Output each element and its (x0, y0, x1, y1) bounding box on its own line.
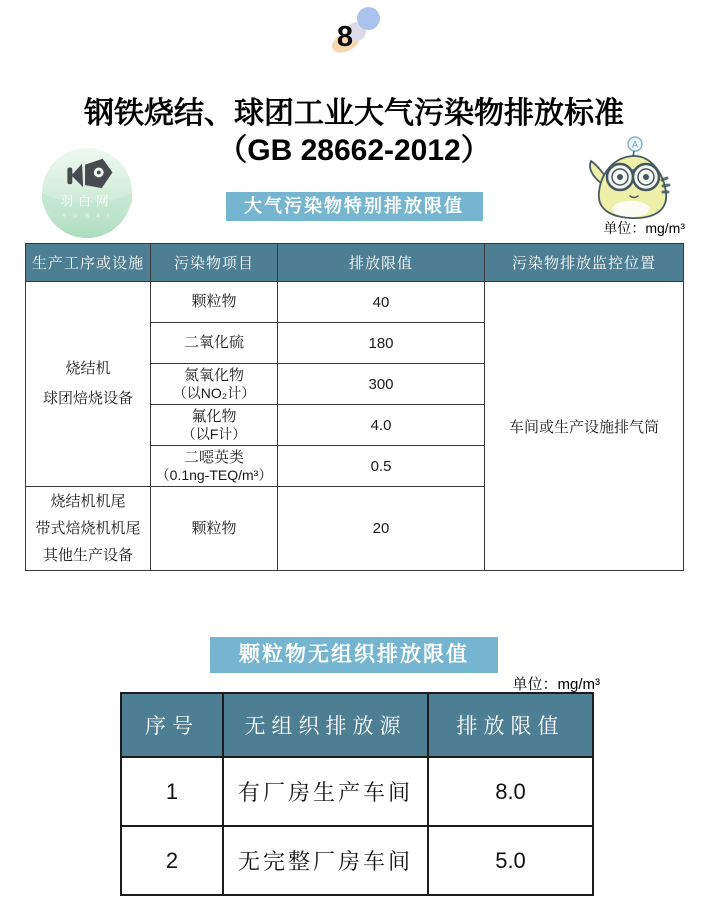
limit-cell: 5.0 (428, 826, 593, 895)
pollutant-cell (151, 364, 278, 405)
pollutant-basis: （以NO₂计） (172, 384, 256, 401)
table1-header-limit: 排放限值 (278, 244, 485, 282)
pollutant-basis: （以F计） (181, 425, 247, 442)
page-title-line2: （GB 28662-2012） (217, 134, 491, 167)
source-cell: 无完整厂房车间 (223, 826, 428, 895)
pollutant-cell (151, 323, 278, 364)
section2-banner-label: 颗粒物无组织排放限值 (210, 637, 498, 673)
limit-cell: 300 (278, 364, 485, 405)
page-title-line1: 钢铁烧结、球团工业大气污染物排放标准 (84, 97, 624, 130)
table2-header-row (121, 693, 593, 757)
process-group1-line1: 烧结机 (65, 360, 111, 377)
section2-unit-label: 单位：mg/m³ (512, 676, 600, 693)
section1-banner (0, 192, 708, 221)
limit-cell: 40 (278, 282, 485, 323)
table1-header-monitor: 污染物排放监控位置 (485, 244, 684, 282)
limit-cell: 180 (278, 323, 485, 364)
section1-banner-label: 大气污染物特别排放限值 (226, 192, 483, 221)
table-row (26, 282, 684, 323)
row-number-cell: 1 (121, 757, 223, 826)
process-group2-line3: 其他生产设备 (42, 547, 133, 564)
section2-banner (0, 637, 708, 673)
table1-header-pollutant: 污染物项目 (151, 244, 278, 282)
table2-header-source: 无组织排放源 (223, 693, 428, 757)
limit-cell: 8.0 (428, 757, 593, 826)
process-group1-line2: 球团焙烧设备 (42, 390, 133, 407)
row-number-cell: 2 (121, 826, 223, 895)
table2-header-limit: 排放限值 (428, 693, 593, 757)
pollutant-name: 颗粒物 (191, 519, 237, 537)
source-cell: 有厂房生产车间 (223, 757, 428, 826)
table-row (121, 757, 593, 826)
pollutant-cell (151, 282, 278, 323)
process-group2-line2: 带式焙烧机机尾 (35, 520, 141, 537)
pollutant-name: 氟化物 (191, 407, 237, 425)
pollutant-cell (151, 405, 278, 446)
process-group2-line1: 烧结机机尾 (50, 493, 126, 510)
pollutant-name: 氮氧化物 (183, 366, 244, 384)
limit-cell: 4.0 (278, 405, 485, 446)
svg-text:Y U B A I: Y U B A I (62, 213, 112, 220)
limit-cell: 0.5 (278, 446, 485, 487)
special-emission-limits-table (25, 243, 684, 571)
svg-text:A: A (631, 139, 639, 150)
pollutant-name: 颗粒物 (191, 293, 237, 310)
pollutant-cell (151, 446, 278, 487)
fugitive-emission-limits-table (120, 692, 594, 896)
process-group2-cell (26, 487, 151, 571)
decoration-blue-circle (357, 7, 380, 30)
limit-cell: 20 (278, 487, 485, 571)
pollutant-cell (151, 487, 278, 571)
section1-unit-label: 单位：mg/m³ (603, 220, 685, 236)
process-group1-cell (26, 282, 151, 487)
table1-header-process: 生产工序或设施 (26, 244, 151, 282)
monitor-location-cell: 车间或生产设施排气筒 (485, 282, 684, 571)
table1-header-row (26, 244, 684, 282)
table-row (121, 826, 593, 895)
table2-header-no: 序号 (121, 693, 223, 757)
pollutant-name: 二噁英类 (183, 448, 244, 466)
svg-text:羽白网: 羽白网 (60, 193, 114, 209)
pollutant-name: 二氧化硫 (183, 334, 244, 351)
page-number: 8 (336, 21, 354, 53)
pollutant-basis: （0.1ng-TEQ/m³） (155, 466, 273, 483)
